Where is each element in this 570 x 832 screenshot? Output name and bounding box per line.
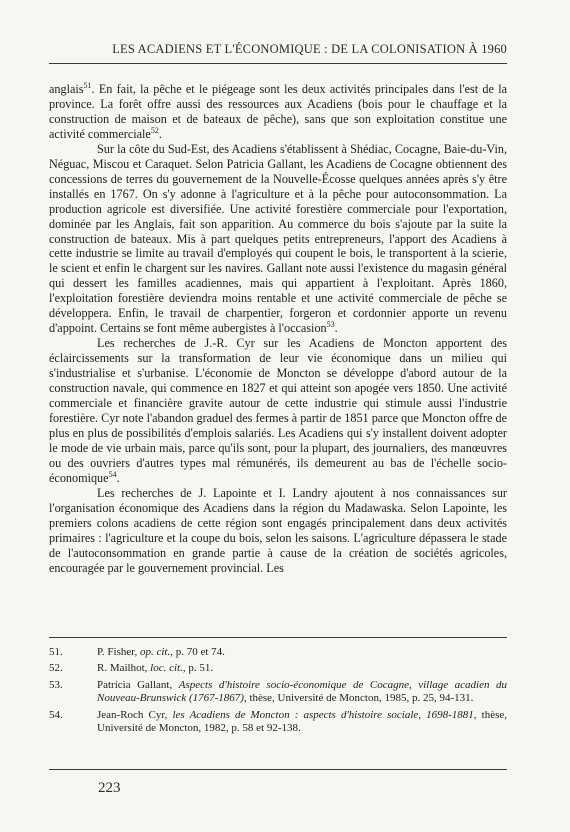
footnote-53 [49, 679, 507, 706]
footnote-author: R. Mailhot, [97, 662, 151, 675]
footnote-italic: loc. cit. [150, 662, 183, 675]
paragraph-1-text-rest: . En fait, la pêche et le piégeage sont les deux activités principales dans l'est de la province. La forêt offre aussi des ressources aux Acadiens (bois pour le chauffage et la construction de maison et de bateaux de pêche), sans que son exploitation constitue une activité commerciale [49, 82, 507, 141]
footnote-rest: , thèse, Université de Moncton, 1982, p. 58 et 92-138. [97, 708, 507, 735]
footnote-54 [49, 709, 507, 736]
paragraph-1 [49, 82, 507, 142]
footnote-rest: , thèse, Université de Moncton, 1985, p. 25, 94-131. [243, 692, 474, 705]
footnote-author: Patricia Gallant, [97, 678, 179, 691]
footnote-rest: , p. 51. [182, 662, 214, 675]
paragraph-1-text: anglais [49, 82, 84, 96]
footnote-italic: les Acadiens de Moncton : aspects d'histoire sociale, 1698-1881 [172, 708, 474, 721]
footnote-text [97, 646, 507, 659]
paragraph-3-text: Les recherches de J.-R. Cyr sur les Acadiens de Moncton apportent des éclaircissements sur la transformation de leur vie économique dans un milieu qui s'industrialise et s'urbanise. L'économie de Moncton se développe d'abord autour de la construction navale, qui commence en 1827 et qui atteint son apogée vers 1850. Une activité commerciale et financière gravite autour de cette industrie qui stimule aussi l'industrie forestière. Cyr note l'abandon graduel des fermes à partir de 1851 parce que Moncton offre de plus en plus de possibilités d'emplois salariés. Les Acadiens qui s'y installent doivent adopter le mode de vie urbain mais, parce qu'ils sont, pour la plupart, des journaliers, des manœuvres ou des ouvriers d'autres types mal rémunérés, ils demeurent au bas de l'échelle socio-économique [49, 336, 507, 485]
footnote-number: 52. [49, 662, 63, 675]
page-number: 223 [98, 780, 121, 796]
footnote-ref-52: 52 [150, 125, 159, 135]
paragraph-1-end: . [158, 126, 162, 141]
footnote-51 [49, 646, 507, 659]
body-text [49, 82, 507, 575]
paragraph-4: Les recherches de J. Lapointe et I. Landry ajoutent à nos connaissances sur l'organisation économique des Acadiens dans la région du Madawaska. Selon Lapointe, les premiers colons acadiens de cette région sont engagés principalement dans deux activités primaires : l'agriculture et la coupe du bois, selon les saisons. L'agriculture dépassera le stade de l'autoconsommation en grande partie à cause de la création de sociétés agricoles, encouragée par le gouvernement provincial. Les [49, 485, 507, 575]
running-head: LES ACADIENS ET L'ÉCONOMIQUE : DE LA COLONISATION À 1960 [112, 42, 507, 56]
footnote-text [97, 662, 507, 675]
footnote-number: 53. [49, 678, 63, 691]
footnote-text [97, 709, 507, 736]
paragraph-2-text: Sur la côte du Sud-Est, des Acadiens s'établissent à Shédiac, Cocagne, Baie-du-Vin, Néguac, Miscou et Caraquet. Selon Patricia Gallant, les Acadiens de Cocagne obtiennent des concessions de terres du gouvernement de la Nouvelle-Écosse quelques années après s'y être installés en 1767. On s'y adonne à l'agriculture et à la pêche pour autoconsommation. La production agricole est diversifiée. Une activité forestière commerciale pour l'exportation, dominée par les Anglais, fait son apparition. Au commerce du bois s'ajoute par la suite la construction de bateaux. Mis à part quelques petits entrepreneurs, l'apport des Acadiens à cette industrie se limite au travail d'employés qui coupent le bois, le transportent à la scierie, le scient et enfin le chargent sur les navires. Gallant note aussi l'existence du magasin général qui dessert les familles acadiennes, mais qui appartient à l'exploitant. Après 1860, l'exploitation forestière deviendra moins rentable et une activité commerciale de pêche se développera. Enfin, le travail de charpentier, forgeron et cordonnier apporte un revenu d'appoint. Certains se font même aubergistes à l'occasion [49, 141, 507, 336]
footnote-italic: op. cit. [139, 646, 171, 658]
footnotes [49, 646, 507, 738]
footer-rule [49, 769, 507, 770]
footnote-ref-54: 54 [108, 469, 117, 479]
footnote-ref-53: 53 [326, 320, 335, 330]
footnote-author: Jean-Roch Cyr, [97, 708, 173, 721]
paragraph-3-end: . [116, 470, 120, 485]
paragraph-3 [49, 336, 507, 486]
footnote-author: P. Fisher, [97, 646, 140, 658]
footnote-52 [49, 662, 507, 675]
paragraph-2-end: . [334, 321, 338, 336]
footnote-text [97, 679, 507, 706]
footnote-rest: , p. 70 et 74. [170, 646, 225, 658]
paragraph-2 [49, 142, 507, 336]
header-rule [49, 63, 507, 64]
footnote-rule [49, 637, 507, 638]
footnote-number: 54. [49, 708, 63, 721]
footnote-ref-51: 51 [83, 80, 92, 90]
footnote-italic: Aspects d'histoire socio-économique de Cocagne, village acadien du Nouveau-Brunswick (1767-1867) [97, 678, 507, 705]
footnote-number: 51. [49, 646, 63, 658]
